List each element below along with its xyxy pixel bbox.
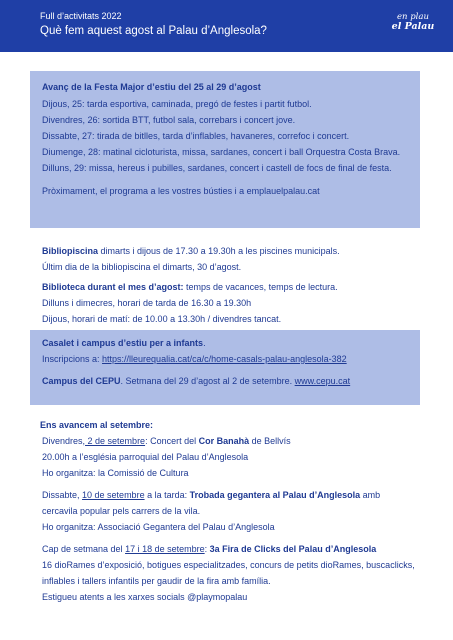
bibliopiscina-line — [42, 243, 432, 259]
cepu-label: Campus del CEPU — [42, 376, 121, 386]
casal-inscripcions-label: Inscripcions a: — [42, 354, 103, 364]
setembre-heading: Ens avancem al setembre: — [40, 420, 154, 430]
cepu-line — [42, 373, 432, 389]
event-2-end: amb — [360, 490, 381, 500]
event-1-mid: : Concert del — [145, 436, 199, 446]
bibliopiscina-label: Bibliopiscina — [42, 246, 99, 256]
event-1-line-2: 20.00h a l’església parroquial del Palau d’Anglesola — [42, 452, 249, 462]
casal-heading-end: . — [203, 338, 206, 348]
biblioteca-hours-1: Dilluns i dimecres, horari de tarda de 16.30 a 19.30h — [42, 298, 252, 308]
event-1-end: de Bellvís — [249, 436, 291, 446]
event-3-line-4: Estigueu atents a les xarxes socials @playmopalau — [42, 592, 248, 602]
biblioteca-hours-2: Dijous, horari de matí: de 10.00 a 13.30h / divendres tancat. — [42, 314, 282, 324]
bibliopiscina-text: dimarts i dijous de 17.30 a 19.30h a les piscines municipals. — [98, 246, 340, 256]
event-1-line-1 — [40, 433, 430, 449]
event-2-line-3: Ho organitza: Associació Gegantera del Palau d’Anglesola — [42, 522, 275, 532]
event-3-bold: 3a Fira de Clicks del Palau d’Anglesola — [209, 544, 377, 554]
page-header — [0, 0, 453, 52]
festa-major-section — [42, 79, 432, 199]
event-1-bold: Cor Banahà — [198, 436, 250, 446]
event-3-pre: Cap de setmana del — [42, 544, 126, 554]
event-2-line-2: cercavila popular pels carrers de la vila. — [42, 506, 201, 516]
biblioteca-agost-text: temps de vacances, temps de lectura. — [183, 282, 338, 292]
event-3-date: 17 i 18 de setembre — [125, 544, 205, 554]
festa-day-1: Dijous, 25: tarda esportiva, caminada, pregó de festes i partit futbol. — [42, 99, 312, 109]
event-2-mid: a la tarda: — [144, 490, 190, 500]
event-2-line-1 — [40, 487, 430, 503]
event-2-date: 10 de setembre — [82, 490, 145, 500]
event-3-line-2: 16 dioRames d’exposició, botigues especialitzades, concurs de petits dioRames, buscaclicks, — [42, 560, 415, 570]
festa-note: Pròximament, el programa a les vostres bústies i a emplauelpalau.cat — [42, 186, 320, 196]
logo-line2: el Palau — [391, 21, 435, 32]
header-subtitle: Full d’activitats 2022 — [40, 11, 122, 21]
header-title: Què fem aquest agost al Palau d’Anglesola? — [40, 25, 267, 37]
casal-inscripcions-line — [42, 351, 432, 367]
cepu-text: . Setmana del 29 d’agost al 2 de setembre. — [120, 376, 295, 386]
casal-heading-line — [42, 335, 432, 351]
event-2-bold: Trobada gegantera al Palau d’Anglesola — [189, 490, 361, 500]
festa-heading: Avanç de la Festa Major d’estiu del 25 al 29 d’agost — [42, 82, 261, 92]
setembre-section — [40, 417, 430, 605]
logo-line1: en plau — [397, 12, 429, 22]
festa-day-3: Dissabte, 27: tirada de bitlles, tarda d’inflables, havaneres, correfoc i concert. — [42, 131, 350, 141]
event-1-pre: Divendres, — [42, 436, 86, 446]
casal-heading: Casalet i campus d’estiu per a infants — [42, 338, 204, 348]
bibliopiscina-last: Últim dia de la bibliopiscina el dimarts, 30 d’agost. — [42, 262, 242, 272]
event-3-line-1 — [40, 541, 430, 557]
event-3-line-3: inflables i tallers infantils per gaudir de la fira amb família. — [42, 576, 271, 586]
brand-logo — [391, 12, 435, 32]
cepu-link[interactable]: www.cepu.cat — [294, 376, 351, 386]
event-3-mid: : — [204, 544, 210, 554]
biblioteca-agost-label: Biblioteca durant el mes d’agost: — [42, 282, 184, 292]
biblioteca-section — [42, 243, 432, 343]
biblioteca-agost-line — [42, 279, 432, 295]
event-1-line-3: Ho organitza: la Comissió de Cultura — [42, 468, 189, 478]
casal-inscripcions-link[interactable]: https://lleurequalia.cat/ca/c/home-casals-palau-anglesola-382 — [102, 354, 347, 364]
festa-day-5: Dilluns, 29: missa, hereus i pubilles, sardanes, concert i castell de focs de final de festa. — [42, 163, 392, 173]
event-2-pre: Dissabte, — [42, 490, 83, 500]
event-1-date: 2 de setembre — [85, 436, 146, 446]
casal-section — [42, 335, 432, 389]
festa-day-4: Diumenge, 28: matinal cicloturista, missa, sardanes, concert i ball Orquestra Costa Brava. — [42, 147, 401, 157]
festa-day-2: Divendres, 26: sortida BTT, futbol sala, correbars i concert jove. — [42, 115, 296, 125]
